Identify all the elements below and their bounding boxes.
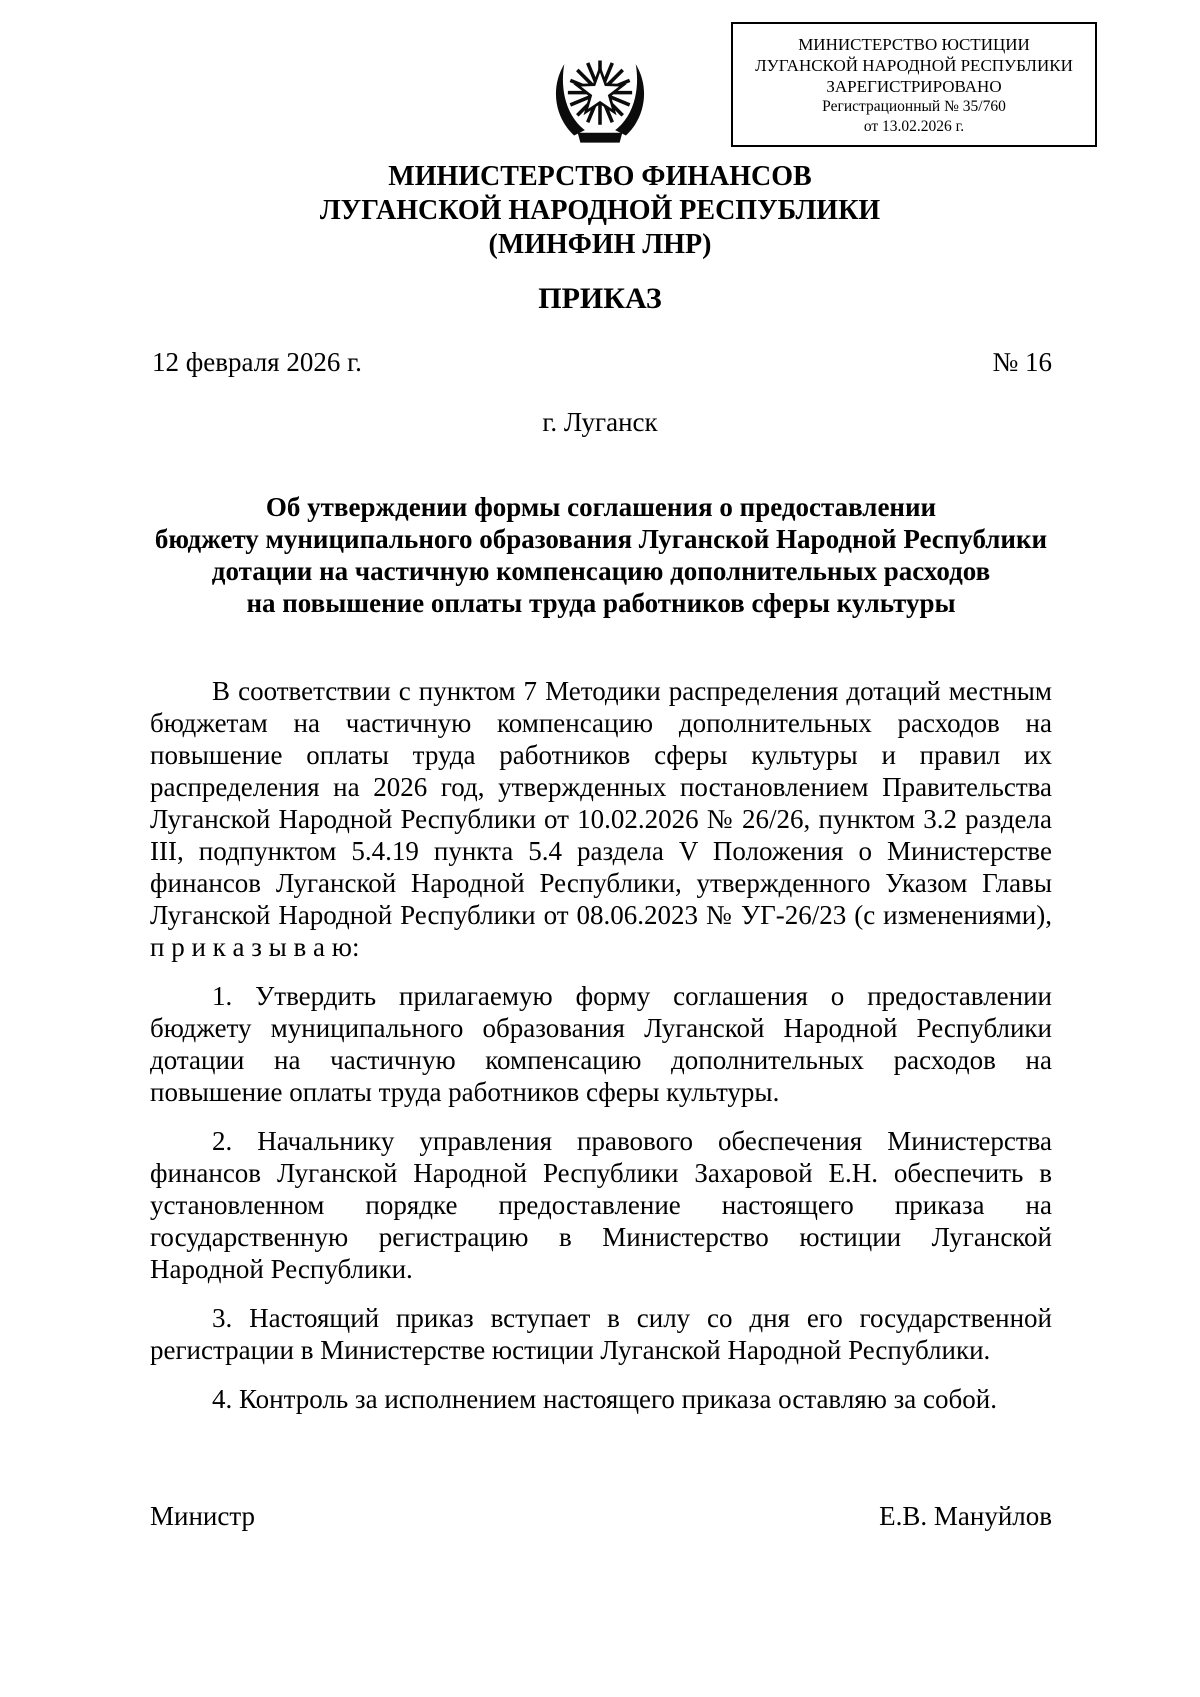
stamp-registration-number: Регистрационный № 35/760 [822, 98, 1006, 115]
organization-name [0, 160, 1200, 262]
coat-of-arms-emblem [542, 48, 658, 148]
document-number: № 16 [992, 347, 1052, 377]
order-item-2: 2. Начальнику управления правового обеспечения Министерства финансов Луганской Народной Республики Захаровой Е.Н. обеспечить в установленном порядке предоставление настоящего приказа на государственную регистрацию в Министерство юстиции Луганской Народной Республики. [150, 1126, 1052, 1284]
title-line-3: дотации на частичную компенсацию дополнительных расходов [211, 556, 991, 586]
document-type-title: ПРИКАЗ [538, 282, 662, 315]
org-name-line-1: МИНИСТЕРСТВО ФИНАНСОВ [388, 161, 812, 192]
org-name-line-2: ЛУГАНСКОЙ НАРОДНОЙ РЕСПУБЛИКИ [319, 195, 881, 226]
date-number-row [152, 346, 1052, 378]
org-name-line-3: (МИНФИН ЛНР) [488, 229, 712, 260]
stamp-ministry-line: МИНИСТЕРСТВО ЮСТИЦИИ [798, 35, 1030, 54]
document-city: г. Луганск [542, 407, 658, 437]
preamble-paragraph: В соответствии с пунктом 7 Методики распределения дотаций местным бюджетам на частичную компенсацию дополнительных расходов на повышение оплаты труда работников сферы культуры и правил их распределения на 2026 год, утвержденных постановлением Правительства Луганской Народной Республики от 10.02.2026 № 26/26, пунктом 3.2 раздела III, подпунктом 5.4.19 пункта 5.4 раздела V Положения о Министерстве финансов Луганской Народной Республики, утвержденного Указом Главы Луганской Народной Республики от 08.06.2023 № УГ-26/23 (с изменениями), п р и к а з ы в а ю: [150, 676, 1052, 962]
order-item-4: 4. Контроль за исполнением настоящего приказа оставляю за собой. [212, 1384, 997, 1414]
signature-block [150, 1500, 1052, 1532]
stamp-republic-line: ЛУГАНСКОЙ НАРОДНОЙ РЕСПУБЛИКИ [755, 56, 1073, 75]
title-line-2: бюджету муниципального образования Луганской Народной Республики [154, 524, 1048, 554]
signature-position: Министр [150, 1501, 255, 1531]
order-item-3: 3. Настоящий приказ вступает в силу со дня его государственной регистрации в Министерстве юстиции Луганской Народной Республики. [150, 1303, 1052, 1365]
title-line-4: на повышение оплаты труда работников сферы культуры [246, 588, 956, 618]
title-line-1: Об утверждении формы соглашения о предоставлении [265, 492, 937, 522]
document-body [150, 675, 1052, 1415]
signature-name: Е.В. Мануйлов [879, 1501, 1052, 1531]
document-date: 12 февраля 2026 г. [152, 347, 362, 377]
stamp-registration-date: от 13.02.2026 г. [863, 118, 965, 135]
stamp-registered-line: ЗАРЕГИСТРИРОВАНО [826, 77, 1002, 96]
registration-stamp [731, 22, 1097, 147]
document-title [150, 491, 1052, 619]
order-item-1: 1. Утвердить прилагаемую форму соглашения о предоставлении бюджету муниципального образования Луганской Народной Республики дотации на частичную компенсацию дополнительных расходов на повышение оплаты труда работников сферы культуры. [150, 981, 1052, 1107]
document-header [0, 0, 1200, 445]
